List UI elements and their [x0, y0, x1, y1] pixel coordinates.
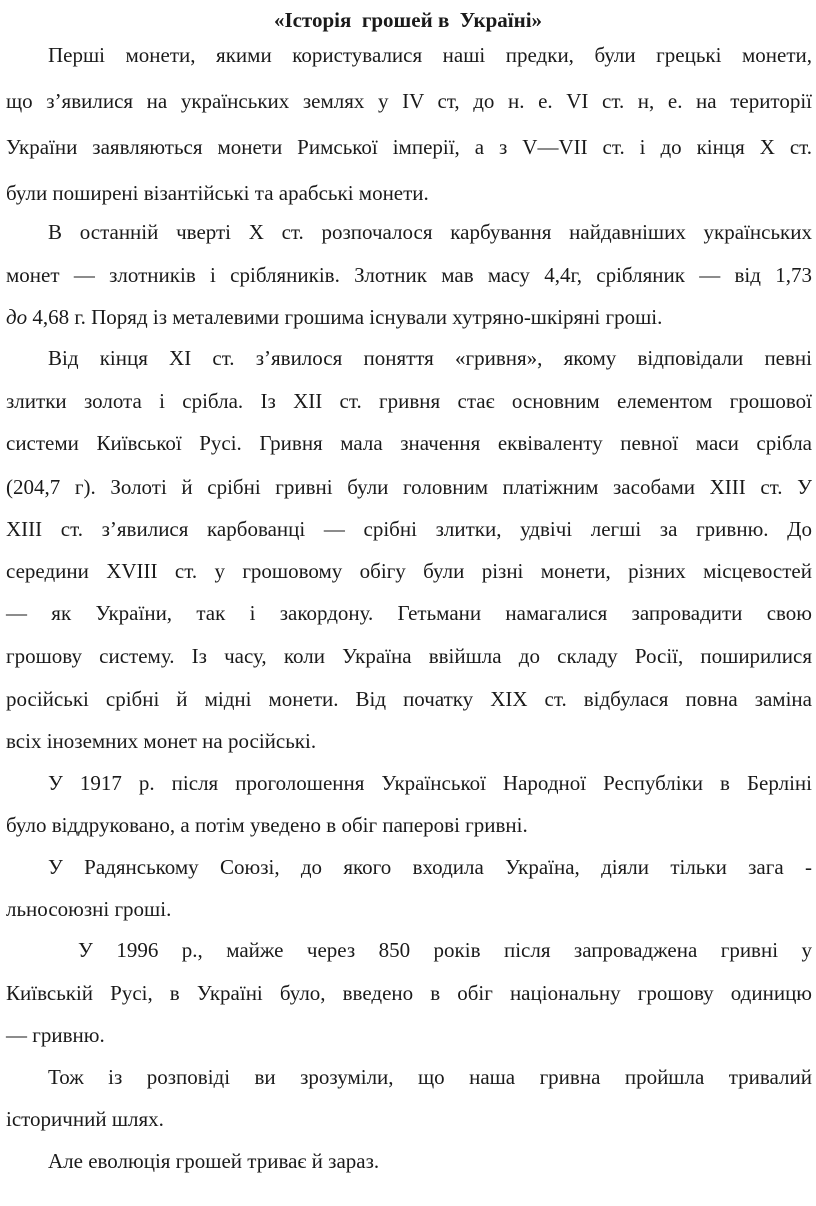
italic-word: до	[6, 305, 28, 329]
paragraph-line: історичний шлях.	[6, 1107, 164, 1131]
paragraph-line: злитки золота і срібла. Із XII ст. гривня стає основним елементом грошової	[6, 389, 812, 413]
paragraph-line-rest: 4,68 г. Поряд із металевими грошима існували хутряно-шкіряні гроші.	[27, 305, 663, 329]
paragraph-line: (204,7 г). Золоті й срібні гривні були головним платіжним засобами XIII ст. У	[6, 475, 812, 499]
paragraph-line: України заявляються монети Римської імперії, а з V—VII ст. і до кінця X ст.	[6, 135, 812, 159]
paragraph-line: XIII ст. з’явилися карбованці — срібні злитки, удвічі легші за гривню. До	[6, 517, 812, 541]
paragraph-line: У 1996 р., майже через 850 років після запроваджена гривні у	[78, 938, 812, 962]
paragraph-line	[6, 302, 812, 332]
paragraph-line: Від кінця XI ст. з’явилося поняття «гривня», якому відповідали певні	[48, 346, 812, 370]
paragraph-line: що з’явилися на українських землях у IV ст, до н. е. VI ст. н, е. на території	[6, 89, 812, 113]
paragraph-line: — як України, так і закордону. Гетьмани намагалися запровадити свою	[6, 601, 812, 625]
document-title: «Історія грошей в Україні»	[273, 8, 543, 32]
paragraph-line: було віддруковано, а потім уведено в обіг паперові гривні.	[6, 813, 528, 837]
paragraph-line: монет — злотників і срібляників. Злотник мав масу 4,4г, срібляник — від 1,73	[6, 263, 812, 287]
paragraph-line: Київській Русі, в Україні було, введено в обіг національну грошову одиницю	[6, 981, 812, 1005]
paragraph-line: У 1917 р. після проголошення Української Народної Республіки в Берліні	[48, 771, 812, 795]
paragraph-line: — гривню.	[6, 1023, 105, 1047]
paragraph-line: були поширені візантійські та арабські монети.	[6, 181, 429, 205]
paragraph-line: російські срібні й мідні монети. Від початку XIX ст. відбулася повна заміна	[6, 687, 812, 711]
paragraph-line: льносоюзні гроші.	[6, 897, 172, 921]
paragraph-line: Але еволюція грошей триває й зараз.	[48, 1149, 380, 1173]
paragraph-line: середини XVIII ст. у грошовому обігу були різні монети, різних місцевостей	[6, 559, 812, 583]
paragraph-line: Тож із розповіді ви зрозуміли, що наша гривна пройшла тривалий	[48, 1065, 812, 1089]
paragraph-line: Перші монети, якими користувалися наші предки, були грецькі монети,	[48, 43, 812, 67]
paragraph-line: В останній чверті X ст. розпочалося карбування найдавніших українських	[48, 220, 812, 244]
paragraph-line: У Радянському Союзі, до якого входила Україна, діяли тільки зага -	[48, 855, 812, 879]
paragraph-line: грошову систему. Із часу, коли Україна ввійшла до складу Росії, поширилися	[6, 644, 812, 668]
paragraph-line: всіх іноземних монет на російські.	[6, 729, 317, 753]
paragraph-line: системи Київської Русі. Гривня мала значення еквіваленту певної маси срібла	[6, 431, 812, 455]
